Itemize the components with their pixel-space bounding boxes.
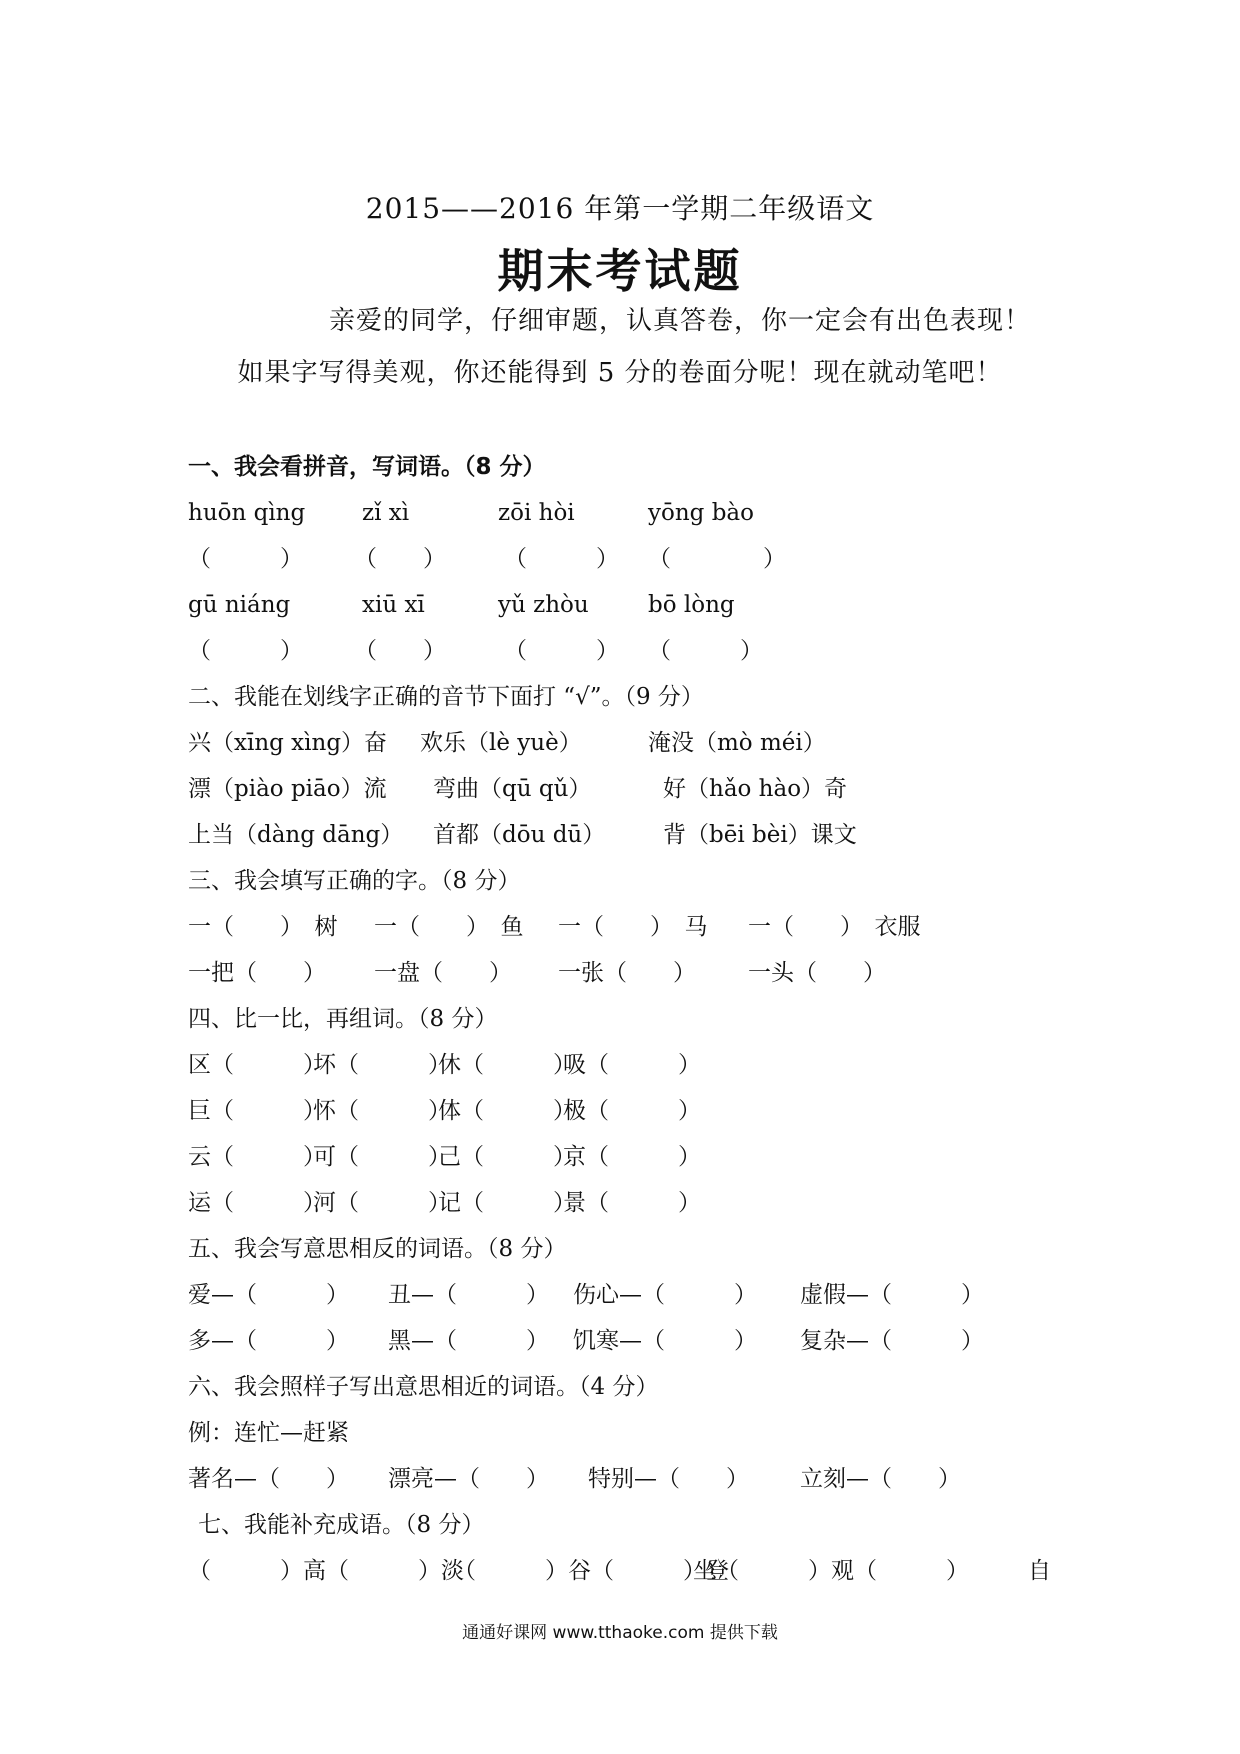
idiom-item[interactable]: （ ）高（ ）淡 xyxy=(188,1558,464,1584)
measure-word-item[interactable]: 一（ ） 马 xyxy=(558,914,708,940)
compare-item[interactable]: 极（ ） xyxy=(563,1098,701,1124)
pinyin-item: yōng bào xyxy=(648,500,754,526)
compare-row xyxy=(188,1088,1088,1134)
measure-word-item[interactable]: 一（ ） 鱼 xyxy=(374,914,524,940)
answer-blank[interactable]: （ ） xyxy=(504,638,619,664)
section-1-heading: 一、我会看拼音，写词语。（8 分） xyxy=(188,454,546,480)
answer-blank[interactable]: （ ） xyxy=(188,638,303,664)
pronunciation-row xyxy=(188,720,1088,766)
exam-title: 期末考试题 xyxy=(497,244,743,298)
antonym-item[interactable]: 丑—（ ） xyxy=(388,1282,549,1308)
measure-word-item[interactable]: 一盘（ ） xyxy=(374,960,512,986)
compare-row xyxy=(188,1180,1088,1226)
section-5-heading: 五、我会写意思相反的词语。（8 分） xyxy=(188,1236,567,1262)
synonym-item[interactable]: 漂亮—（ ） xyxy=(388,1466,549,1492)
pronunciation-row xyxy=(188,812,1088,858)
pinyin-row-1 xyxy=(188,490,1088,536)
compare-item[interactable]: 可（ ） xyxy=(313,1144,451,1170)
synonym-item[interactable]: 特别—（ ） xyxy=(588,1466,749,1492)
compare-item[interactable]: 景（ ） xyxy=(563,1190,701,1216)
pinyin-item: xiū xī xyxy=(362,592,425,618)
answer-blank[interactable]: （ ） xyxy=(354,638,446,664)
compare-item[interactable]: 吸（ ） xyxy=(563,1052,701,1078)
antonym-item[interactable]: 复杂—（ ） xyxy=(800,1328,984,1354)
antonym-item[interactable]: 饥寒—（ ） xyxy=(573,1328,757,1354)
exam-header xyxy=(0,187,1240,301)
compare-item[interactable]: 巨（ ） xyxy=(188,1098,326,1124)
synonym-row xyxy=(188,1456,1088,1502)
pronunciation-row xyxy=(188,766,1088,812)
synonym-item[interactable]: 著名—（ ） xyxy=(188,1466,349,1492)
compare-item[interactable]: 云（ ） xyxy=(188,1144,326,1170)
intro-line-2: 如果字写得美观，你还能得到 5 分的卷面分呢！现在就动笔吧！ xyxy=(237,358,1003,388)
compare-item[interactable]: 河（ ） xyxy=(313,1190,451,1216)
section-7-heading: 七、我能补充成语。（8 分） xyxy=(198,1512,485,1538)
measure-word-item[interactable]: 一把（ ） xyxy=(188,960,326,986)
idiom-item[interactable]: （ ）谷（ ）登 xyxy=(453,1558,729,1584)
pronunciation-item[interactable]: 兴（xīng xìng）奋 xyxy=(188,730,388,756)
answer-blank[interactable]: （ ） xyxy=(504,546,619,572)
compare-item[interactable]: 坏（ ） xyxy=(313,1052,451,1078)
answer-blank[interactable]: （ ） xyxy=(648,638,763,664)
pinyin-item: zōi hòi xyxy=(498,500,575,526)
compare-item[interactable]: 休（ ） xyxy=(438,1052,576,1078)
pinyin-item: bō lòng xyxy=(648,592,735,618)
section-3-heading: 三、我会填写正确的字。（8 分） xyxy=(188,868,521,894)
pronunciation-item[interactable]: 背（bēi bèi）课文 xyxy=(663,822,857,848)
section-4-heading: 四、比一比，再组词。（8 分） xyxy=(188,1006,498,1032)
answer-blank[interactable]: （ ） xyxy=(354,546,446,572)
measure-word-item[interactable]: 一头（ ） xyxy=(748,960,886,986)
antonym-item[interactable]: 伤心—（ ） xyxy=(573,1282,757,1308)
pronunciation-item[interactable]: 淹没（mò méi） xyxy=(648,730,826,756)
antonym-item[interactable]: 黑—（ ） xyxy=(388,1328,549,1354)
answer-blank[interactable]: （ ） xyxy=(188,546,303,572)
intro-line-1: 亲爱的同学，仔细审题，认真答卷，你一定会有出色表现！ xyxy=(328,306,1031,336)
idiom-row xyxy=(188,1548,1088,1594)
exam-subtitle: 2015——2016 年第一学期二年级语文 xyxy=(365,192,875,225)
measure-word-item[interactable]: 一（ ） 树 xyxy=(188,914,338,940)
pronunciation-item[interactable]: 弯曲（qū qǔ） xyxy=(433,776,592,802)
compare-row xyxy=(188,1134,1088,1180)
compare-item[interactable]: 京（ ） xyxy=(563,1144,701,1170)
exam-body xyxy=(188,444,1088,1594)
pinyin-row-2 xyxy=(188,582,1088,628)
download-footer: 通通好课网 www.tthaoke.com 提供下载 xyxy=(462,1623,778,1643)
pronunciation-item[interactable]: 首都（dōu dū） xyxy=(433,822,606,848)
measure-word-row-2 xyxy=(188,950,1088,996)
compare-row xyxy=(188,1042,1088,1088)
intro-text xyxy=(0,295,1240,399)
measure-word-item[interactable]: 一张（ ） xyxy=(558,960,696,986)
answer-blank[interactable]: （ ） xyxy=(648,546,786,572)
measure-word-row-1 xyxy=(188,904,1088,950)
synonym-example: 例：连忙—赶紧 xyxy=(188,1420,349,1446)
pronunciation-item[interactable]: 欢乐（lè yuè） xyxy=(420,730,582,756)
antonym-item[interactable]: 多—（ ） xyxy=(188,1328,349,1354)
compare-item[interactable]: 怀（ ） xyxy=(313,1098,451,1124)
compare-item[interactable]: 己（ ） xyxy=(438,1144,576,1170)
pinyin-item: gū niáng xyxy=(188,592,291,618)
pronunciation-item[interactable]: 好（hǎo hào）奇 xyxy=(663,776,848,802)
pinyin-item: huōn qìng xyxy=(188,500,306,526)
pinyin-item: yǔ zhòu xyxy=(498,592,589,618)
antonym-item[interactable]: 虚假—（ ） xyxy=(800,1282,984,1308)
pronunciation-item[interactable]: 上当（dàng dāng） xyxy=(188,822,404,848)
compare-item[interactable]: 运（ ） xyxy=(188,1190,326,1216)
compare-item[interactable]: 体（ ） xyxy=(438,1098,576,1124)
section-2-heading: 二、我能在划线字正确的音节下面打 “√”。（9 分） xyxy=(188,684,704,710)
synonym-item[interactable]: 立刻—（ ） xyxy=(800,1466,961,1492)
measure-word-item[interactable]: 一（ ） 衣服 xyxy=(748,914,921,940)
idiom-item[interactable]: 坐（ ）观（ ） xyxy=(693,1558,969,1584)
antonym-row xyxy=(188,1272,1088,1318)
answer-blank-row-2 xyxy=(188,628,1088,674)
section-6-heading: 六、我会照样子写出意思相近的词语。（4 分） xyxy=(188,1374,659,1400)
compare-item[interactable]: 记（ ） xyxy=(438,1190,576,1216)
antonym-item[interactable]: 爱—（ ） xyxy=(188,1282,349,1308)
compare-item[interactable]: 区（ ） xyxy=(188,1052,326,1078)
antonym-row xyxy=(188,1318,1088,1364)
pinyin-item: zǐ xì xyxy=(362,500,410,526)
answer-blank-row-1 xyxy=(188,536,1088,582)
pronunciation-item[interactable]: 漂（piào piāo）流 xyxy=(188,776,387,802)
idiom-item[interactable]: 自 xyxy=(1028,1558,1051,1584)
